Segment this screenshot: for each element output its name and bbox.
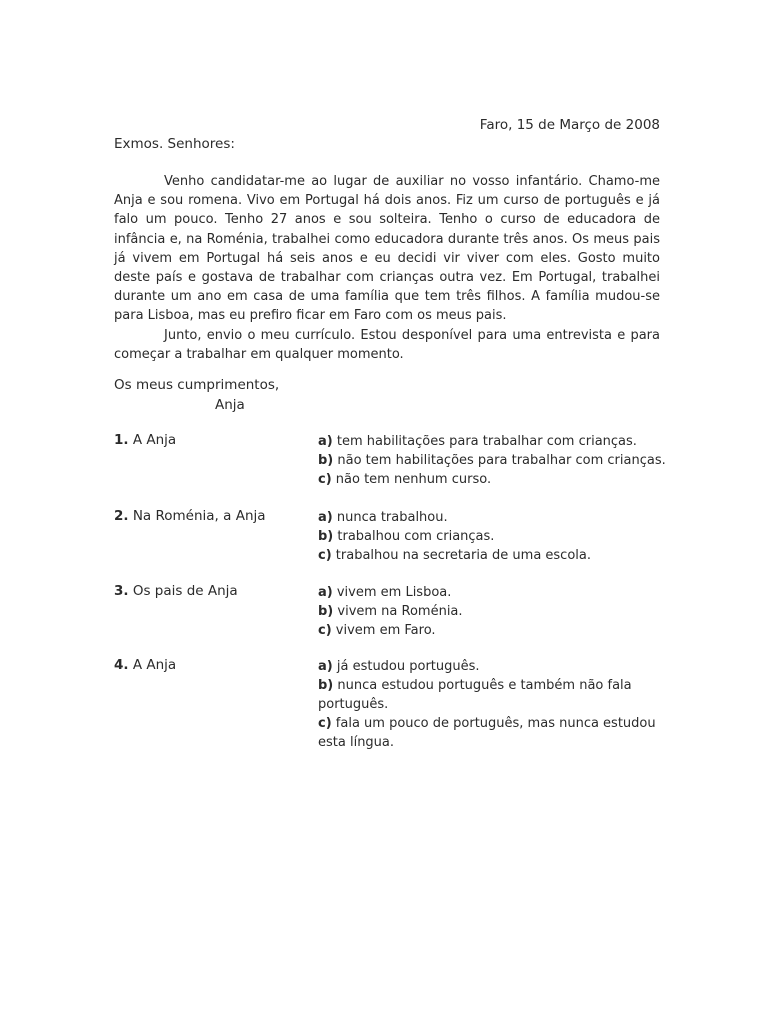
answer-option-b[interactable]: [318, 602, 668, 621]
letter-paragraph: Venho candidatar-me ao lugar de auxiliar no vosso infantário. Chamo-me Anja e sou romena. Vivo em Portugal há dois anos. Fiz um curso de português e já falo um pouco. Tenho 27 anos e sou solteira. Tenho o curso de educadora de infância e, na Roménia, trabalhei como educadora durante três anos. Os meus pais já vivem em Portugal há seis anos e eu decidi vir viver com eles. Gosto muito deste país e gostava de trabalhar com crianças outra vez. Em Portugal, trabalhei durante um ano em casa de uma família que tem três filhos. A família mudou-se para Lisboa, mas eu prefiro ficar em Faro com os meus pais.: [114, 174, 660, 324]
question-text: A Anja: [132, 657, 177, 673]
answer-option-c[interactable]: [318, 621, 668, 640]
letter-body: [114, 172, 660, 364]
answer-options: [318, 432, 668, 489]
answer-option-a[interactable]: [318, 657, 668, 676]
option-letter: c): [318, 472, 332, 487]
question-number: 2.: [114, 508, 129, 524]
question-number: 1.: [114, 432, 129, 448]
question-number: 3.: [114, 583, 129, 599]
option-text: não tem habilitações para trabalhar com crianças.: [337, 453, 666, 468]
answer-options: [318, 583, 668, 640]
question-text: A Anja: [132, 432, 177, 448]
answer-option-b[interactable]: [318, 676, 668, 714]
answer-options: [318, 508, 668, 565]
answer-option-a[interactable]: [318, 432, 668, 451]
letter-paragraph: Junto, envio o meu currículo. Estou desponível para uma entrevista e para começar a trabalhar em qualquer momento.: [114, 327, 660, 362]
option-text: tem habilitações para trabalhar com crianças.: [336, 434, 637, 449]
option-letter: b): [318, 604, 334, 619]
option-letter: c): [318, 623, 332, 638]
answer-option-b[interactable]: [318, 527, 668, 546]
answer-option-a[interactable]: [318, 583, 668, 602]
option-text: vivem na Roménia.: [337, 604, 463, 619]
option-text: vivem em Lisboa.: [336, 585, 452, 600]
option-text: nunca estudou português e também não fala português.: [318, 678, 632, 712]
option-letter: a): [318, 510, 333, 525]
option-letter: a): [318, 585, 333, 600]
question-number: 4.: [114, 657, 129, 673]
option-text: trabalhou na secretaria de uma escola.: [335, 548, 591, 563]
letter-greeting: Exmos. Senhores:: [114, 136, 235, 152]
option-text: não tem nenhum curso.: [335, 472, 492, 487]
question-stem: [114, 432, 176, 448]
answer-option-c[interactable]: [318, 714, 668, 752]
option-letter: a): [318, 434, 333, 449]
question-stem: [114, 583, 238, 599]
letter-signature: Anja: [215, 397, 245, 413]
option-letter: b): [318, 453, 334, 468]
option-text: já estudou português.: [336, 659, 480, 674]
question-stem: [114, 657, 176, 673]
question-stem: [114, 508, 266, 524]
option-letter: b): [318, 529, 334, 544]
answer-option-c[interactable]: [318, 546, 668, 565]
option-letter: c): [318, 548, 332, 563]
option-text: vivem em Faro.: [335, 623, 436, 638]
answer-options: [318, 657, 668, 752]
answer-option-b[interactable]: [318, 451, 668, 470]
letter-date: Faro, 15 de Março de 2008: [479, 117, 660, 133]
question-text: Os pais de Anja: [132, 583, 238, 599]
letter-closing: Os meus cumprimentos,: [114, 377, 280, 393]
option-text: fala um pouco de português, mas nunca estudou esta língua.: [318, 716, 656, 750]
question-text: Na Roménia, a Anja: [132, 508, 266, 524]
option-text: nunca trabalhou.: [336, 510, 448, 525]
option-letter: a): [318, 659, 333, 674]
answer-option-a[interactable]: [318, 508, 668, 527]
option-text: trabalhou com crianças.: [337, 529, 495, 544]
option-letter: c): [318, 716, 332, 731]
option-letter: b): [318, 678, 334, 693]
answer-option-c[interactable]: [318, 470, 668, 489]
